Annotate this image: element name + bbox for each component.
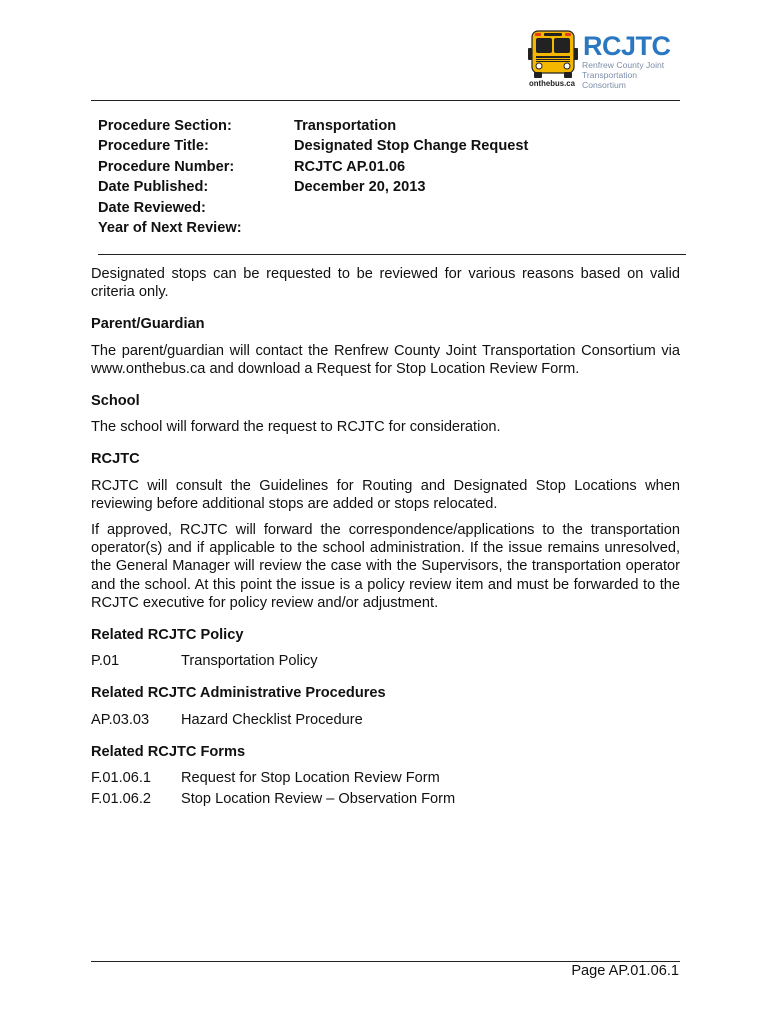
rcjtc-text-1: RCJTC will consult the Guidelines for Routing and Designated Stop Locations when reviewing before additional stops are added or stops relocated. [91,477,680,512]
school-bus-icon [526,28,580,80]
related-procedure-title: Hazard Checklist Procedure [181,711,363,728]
logo-domain: onthebus.ca [529,79,575,88]
logo-wordmark: RCJTC [583,31,671,61]
footer-rule [91,961,680,962]
related-form-title: Stop Location Review – Observation Form [181,791,456,808]
page-number: Page AP.01.06.1 [571,963,679,979]
school-text: The school will forward the request to RCJTC for consideration. [91,419,501,436]
meta-label-section: Procedure Section: [98,118,232,134]
related-policy-heading: Related RCJTC Policy [91,627,244,644]
related-form-code: F.01.06.1 [91,770,152,787]
meta-label-next-review: Year of Next Review: [98,219,242,236]
meta-label-published: Date Published: [98,179,209,196]
rcjtc-heading: RCJTC [91,451,140,468]
meta-value-number: RCJTC AP.01.06 [294,158,406,175]
logo-subtitle-line1: Renfrew County Joint [582,60,665,70]
intro-paragraph: Designated stops can be requested to be reviewed for various reasons based on valid criteria only. [91,266,680,301]
rcjtc-logo [526,28,676,92]
meta-value-section: Transportation [294,118,397,134]
logo-subtitle-line2: Transportation Consortium [582,70,638,90]
meta-label-reviewed: Date Reviewed: [98,199,206,216]
related-form-title: Request for Stop Location Review Form [181,770,440,787]
logo-subtitle [582,60,676,90]
procedure-meta-values [294,116,528,198]
parent-guardian-text: The parent/guardian will contact the Renfrew County Joint Transportation Consortium via www.onthebus.ca and download a Request for Stop Location Review Form. [91,342,680,377]
parent-guardian-heading: Parent/Guardian [91,316,205,333]
meta-value-title: Designated Stop Change Request [294,138,529,155]
related-forms-heading: Related RCJTC Forms [91,743,246,760]
meta-label-title: Procedure Title: [98,138,209,155]
related-procedure-row [91,711,680,729]
meta-rule [98,254,686,255]
rcjtc-text-2: If approved, RCJTC will forward the correspondence/applications to the transportation operator(s) and if applicable to the school administration. If the issue remains unresolved, the General Manager will review the case with the Supervisors, the transportation operator and the school. At this point the issue is a policy review item and must be forwarded to the RCJTC executive for policy review and/or adjustment. [91,522,680,611]
related-form-code: F.01.06.2 [91,791,152,808]
related-procedures-heading: Related RCJTC Administrative Procedures [91,685,386,702]
meta-value-published: December 20, 2013 [294,179,426,196]
related-policy-row [91,652,680,670]
related-policy-title: Transportation Policy [181,653,318,670]
procedure-meta-labels [98,116,242,238]
related-form-row [91,769,680,787]
header-rule [91,100,680,101]
related-procedure-code: AP.03.03 [91,711,150,728]
school-heading: School [91,393,140,410]
meta-label-number: Procedure Number: [98,158,235,175]
related-policy-code: P.01 [91,653,120,670]
related-form-row [91,790,680,808]
procedure-body [91,265,680,808]
